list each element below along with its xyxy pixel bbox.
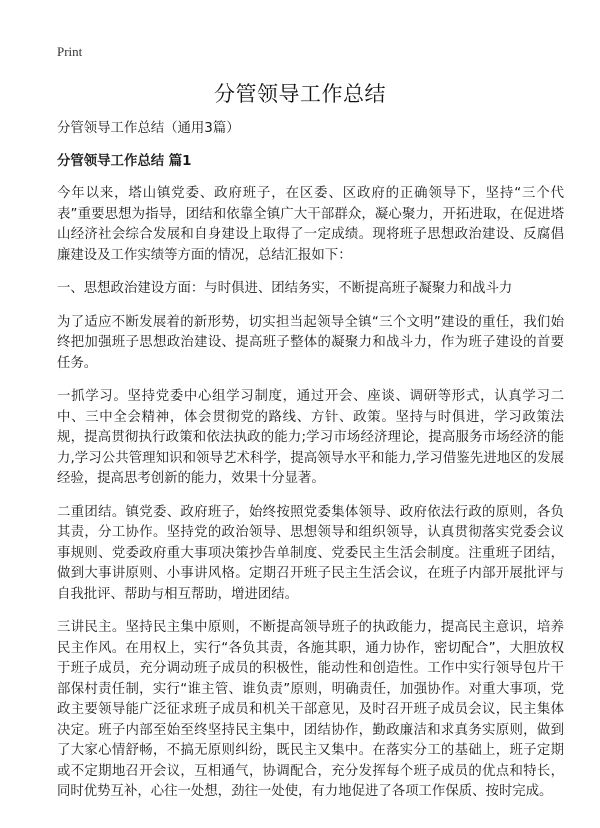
print-label[interactable]: Print [57,44,83,59]
document-title: 分管领导工作总结 [214,82,386,106]
paragraph-purpose: 为了适应不断发展着的新形势，切实担当起领导全镇“三个文明”建设的重任，我们始终把加强班子思想政治建设、提高班子整体的凝聚力和战斗力，作为班子建设的首要任务。 [57,314,564,371]
paragraph-study: 一抓学习。坚持党委中心组学习制度，通过开会、座谈、调研等形式，认真学习二中、三中全会精神，体会贯彻党的路线、方针、政策。坚持与时俱进，学习政策法规，提高贯彻执行政策和依法执政的能力;学习市场经济理论，提高服务市场经济的能力,学习公共管理知识和领导艺术科学，提高领导水平和能力,学习借鉴先进地区的发展经验，提高思考创新的能力，效果十分显著。 [57,389,564,486]
document-body [57,119,564,816]
paragraph-intro: 今年以来，塔山镇党委、政府班子，在区委、区政府的正确领导下，坚持“三个代表”重要思想为指导，团结和依靠全镇广大干部群众，凝心聚力，开拓进取，在促进塔山经济社会综合发展和自身建设上取得了一定成绩。现将班子思想政治建设、反腐倡廉建设及工作实绩等方面的情况，总结汇报如下： [57,186,564,263]
paragraph-unity: 二重团结。镇党委、政府班子，始终按照党委集体领导、政府依法行政的原则，各负其责，分工协作。坚持党的政治领导、思想领导和组织领导，认真贯彻落实党委会议事规则、党委政府重大事项决策抄告单制度、党委民主生活会制度。注重班子团结，做到大事讲原则、小事讲风格。定期召开班子民主生活会议，在班子内部开展批评与自我批评、帮助与相互帮助，增进团结。 [57,504,564,602]
paragraph-heading-1: 一、思想政治建设方面：与时俱进、团结务实，不断提高班子凝聚力和战斗力 [57,281,513,296]
document-subtitle: 分管领导工作总结（通用3篇） [57,121,240,136]
paragraph-democracy: 三讲民主。坚持民主集中原则，不断提高领导班子的执政能力，提高民主意识，培养民主作风。在用权上，实行“各负其责，各施其职，通力协作，密切配合”，大胆放权于班子成员，充分调动班子成员的积极性，能动性和创造性。工作中实行领导包片干部保村责任制，实行“谁主管、谁负责”原则，明确责任，加强协作。对重大事项，党政主要领导能广泛征求班子成员和机关干部意见，及时召开班子成员会议，民主集体决定。班子内部至始至终坚持民主集中，团结协作，勤政廉洁和求真务实原则，做到了大家心情舒畅，不搞无原则纠纷，既民主又集中。在落实分工的基础上，班子定期或不定期地召开会议，互相通气，协调配合，充分发挥每个班子成员的优点和特长，同时优势互补，心往一处想，劲往一处使，有力地促进了各项工作保质、按时完成。 [57,620,564,799]
section-title: 分管领导工作总结 篇1 [57,153,192,169]
